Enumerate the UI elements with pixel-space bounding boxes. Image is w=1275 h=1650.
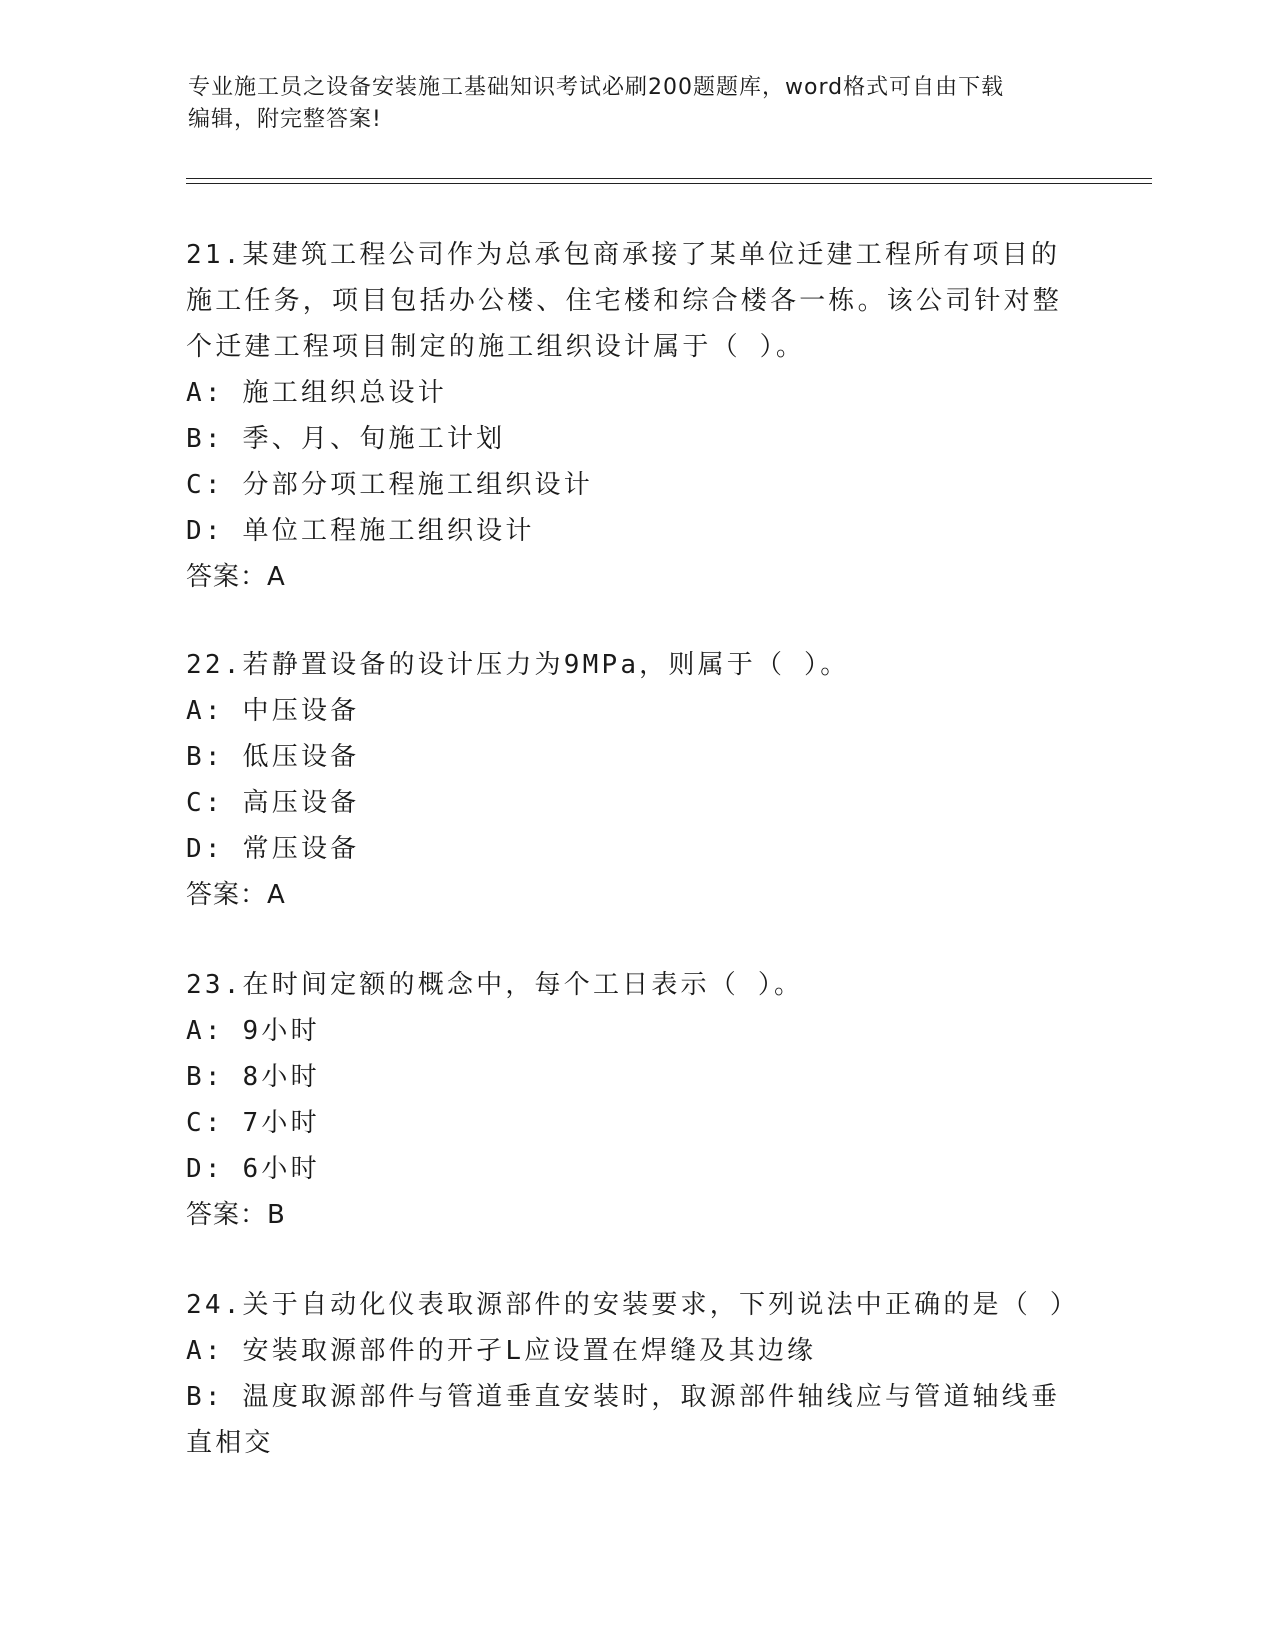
option-a: A: 中压设备: [186, 696, 360, 726]
question-stem: 22.若静置设备的设计压力为9MPa，则属于（ ）。: [186, 650, 850, 680]
answer-line: 答案：A: [186, 562, 286, 592]
header-divider-top: [186, 178, 1152, 179]
question-22: [186, 642, 1086, 918]
question-stem: 23.在时间定额的概念中，每个工日表示（ ）。: [186, 970, 804, 1000]
header-title-line-1: 专业施工员之设备安装施工基础知识考试必刷200题题库，word格式可自由下载: [188, 75, 1005, 100]
option-b: B: 温度取源部件与管道垂直安装时，取源部件轴线应与管道轴线垂直相交: [186, 1382, 1061, 1458]
header-title-line-2: 编辑，附完整答案!: [188, 107, 382, 132]
option-a: A: 安装取源部件的开孑L应设置在焊缝及其边缘: [186, 1336, 817, 1366]
answer-line: 答案：B: [186, 1200, 286, 1230]
option-c: C: 7小时: [186, 1108, 320, 1138]
option-a: A: 9小时: [186, 1016, 320, 1046]
answer-line: 答案：A: [186, 880, 286, 910]
question-23: [186, 962, 1086, 1238]
document-header: [188, 72, 1068, 136]
question-stem: 24.关于自动化仪表取源部件的安装要求，下列说法中正确的是（ ）: [186, 1290, 1080, 1320]
option-b: B: 8小时: [186, 1062, 320, 1092]
option-c: C: 分部分项工程施工组织设计: [186, 470, 593, 500]
option-c: C: 高压设备: [186, 788, 360, 818]
option-b: B: 季、月、旬施工计划: [186, 424, 506, 454]
question-21: [186, 232, 1086, 600]
option-a: A: 施工组织总设计: [186, 378, 447, 408]
question-24: [186, 1282, 1086, 1466]
option-d: D: 常压设备: [186, 834, 360, 864]
header-divider-bottom: [186, 183, 1152, 184]
option-d: D: 6小时: [186, 1154, 320, 1184]
option-d: D: 单位工程施工组织设计: [186, 516, 535, 546]
option-b: B: 低压设备: [186, 742, 360, 772]
question-stem: 21.某建筑工程公司作为总承包商承接了某单位迁建工程所有项目的施工任务，项目包括办公楼、住宅楼和综合楼各一栋。该公司针对整个迁建工程项目制定的施工组织设计属于（ ）。: [186, 240, 1063, 362]
